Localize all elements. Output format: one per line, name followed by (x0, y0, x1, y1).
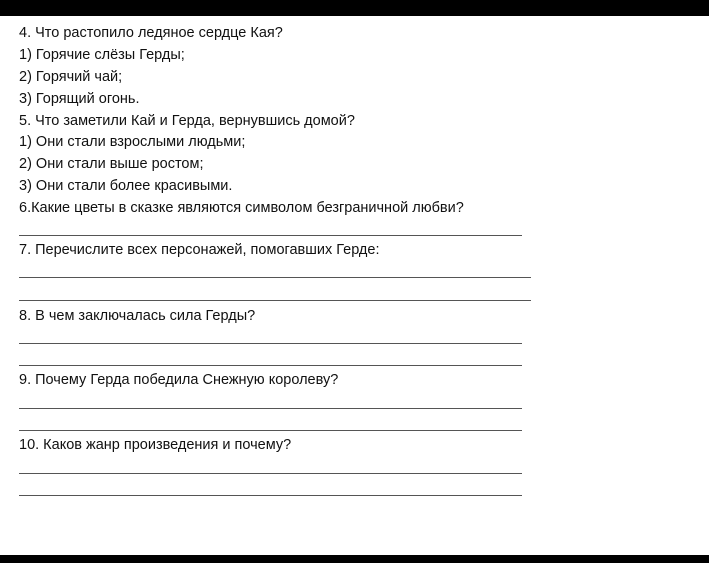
question-8: 8. В чем заключалась сила Герды? (19, 308, 256, 324)
question-4: 4. Что растопило ледяное сердце Кая? (19, 25, 283, 41)
answer-line-q9-1 (19, 408, 522, 409)
answer-line-q9-2 (19, 430, 522, 431)
question-4-option-3: 3) Горящий огонь. (19, 91, 140, 107)
answer-line-q7-2 (19, 300, 531, 301)
worksheet-page (0, 16, 709, 555)
question-4-option-2: 2) Горячий чай; (19, 69, 123, 85)
question-5-option-2: 2) Они стали выше ростом; (19, 156, 204, 172)
answer-line-q8-2 (19, 365, 522, 366)
question-5: 5. Что заметили Кай и Герда, вернувшись домой? (19, 113, 355, 129)
answer-line-q6-1 (19, 235, 522, 236)
question-5-option-3: 3) Они стали более красивыми. (19, 178, 233, 194)
answer-line-q7-1 (19, 277, 531, 278)
question-4-option-1: 1) Горячие слёзы Герды; (19, 47, 185, 63)
question-6: 6.Какие цветы в сказке являются символом безграничной любви? (19, 200, 464, 216)
question-5-option-1: 1) Они стали взрослыми людьми; (19, 134, 246, 150)
answer-line-q10-1 (19, 473, 522, 474)
answer-line-q8-1 (19, 343, 522, 344)
answer-line-q10-2 (19, 495, 522, 496)
question-10: 10. Каков жанр произведения и почему? (19, 437, 292, 453)
question-9: 9. Почему Герда победила Снежную королеву? (19, 372, 339, 388)
question-7: 7. Перечислите всех персонажей, помогавших Герде: (19, 242, 380, 258)
